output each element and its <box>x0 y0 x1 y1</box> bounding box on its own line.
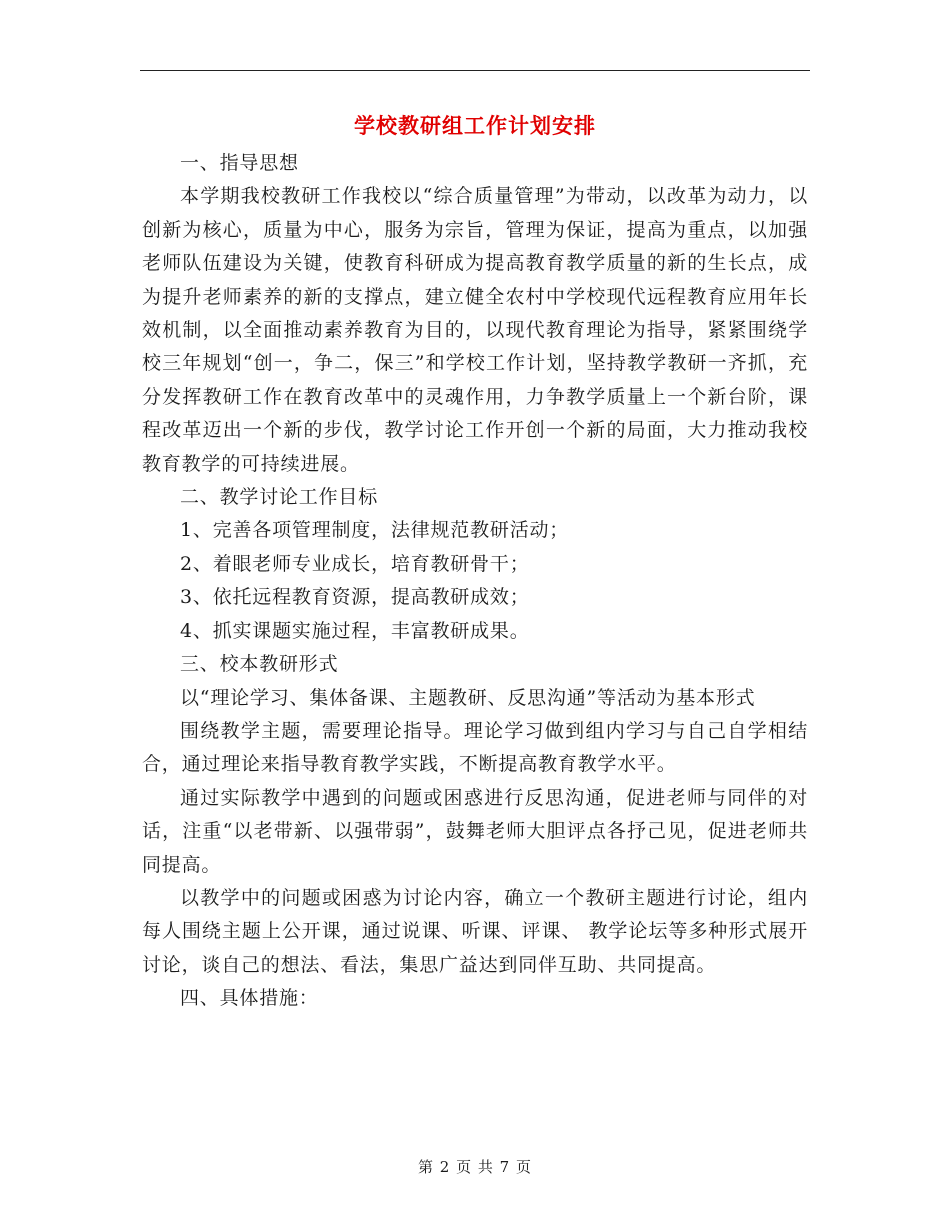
body-paragraph: 围绕教学主题，需要理论指导。理论学习做到组内学习与自己自学相结合，通过理论来指导教育教学实践，不断提高教育教学水平。 <box>142 719 808 776</box>
goal-item-4: 4、抓实课题实施过程，丰富教研成果。 <box>180 619 530 642</box>
body-paragraph: 通过实际教学中遇到的问题或困惑进行反思沟通，促进老师与同伴的对话，注重“以老带新、以强带弱”，鼓舞老师大胆评点各抒己见，促进老师共同提高。 <box>142 786 808 876</box>
section-heading-4: 四、具体措施： <box>180 987 319 1010</box>
goal-item-3: 3、依托远程教育资源，提高教研成效； <box>180 586 530 609</box>
goal-item-2: 2、着眼老师专业成长，培育教研骨干； <box>180 552 530 575</box>
document-body <box>142 147 808 1016</box>
section-heading-1: 一、指导思想 <box>180 152 299 174</box>
page-number: 第 2 页 共 7 页 <box>418 1158 532 1176</box>
header-rule <box>140 70 810 71</box>
section-heading-3: 三、校本教研形式 <box>180 653 339 676</box>
body-paragraph: 以“理论学习、集体备课、主题教研、反思沟通”等活动为基本形式 <box>180 686 756 709</box>
body-paragraph: 以教学中的问题或困惑为讨论内容，确立一个教研主题进行讨论，组内每人围绕主题上公开课，通过说课、听课、评课、 教学论坛等多种形式展开讨论，谈自己的想法、看法，集思广益达到同伴互助、共同提高。 <box>142 886 808 976</box>
document-title: 学校教研组工作计划安排 <box>354 114 596 138</box>
goal-item-1: 1、完善各项管理制度，法律规范教研活动； <box>180 519 570 542</box>
body-paragraph: 本学期我校教研工作我校以“综合质量管理”为带动，以改革为动力，以创新为核心，质量为中心，服务为宗旨，管理为保证，提高为重点，以加强老师队伍建设为关键，使教育科研成为提高教育教学质量的新的生长点，成为提升老师素养的新的支撑点，建立健全农村中学校现代远程教育应用年长效机制，以全面推动素养教育为目的，以现代教育理论为指导，紧紧围绕学校三年规划“创一，争二，保三”和学校工作计划，坚持教学教研一齐抓，充分发挥教研工作在教育改革中的灵魂作用，力争教学质量上一个新台阶，课程改革迈出一个新的步伐，教学讨论工作开创一个新的局面，大力推动我校教育教学的可持续进展。 <box>142 185 808 475</box>
section-heading-2: 二、教学讨论工作目标 <box>180 486 379 509</box>
